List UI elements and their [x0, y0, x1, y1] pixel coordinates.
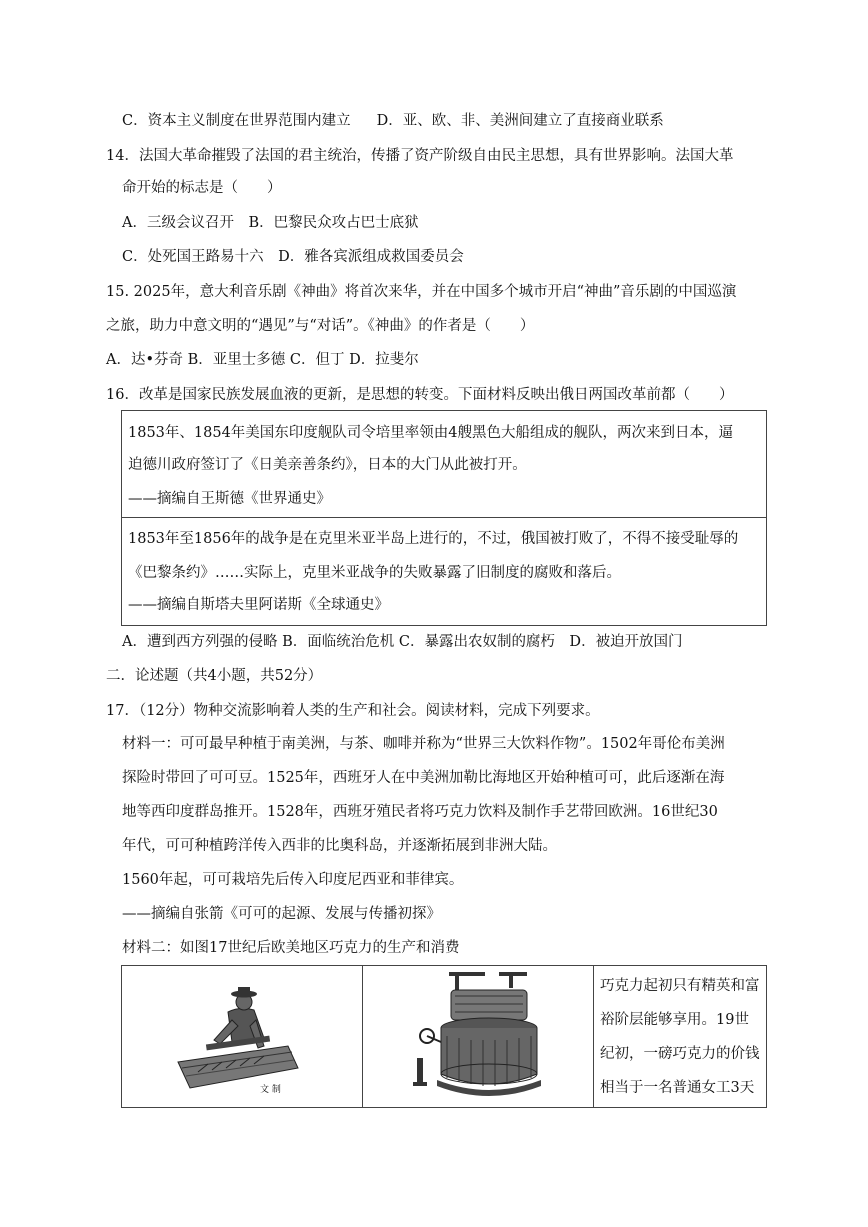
q16-material1-line1: 1853年、1854年美国东印度舰队司令培里率领由4艘黑色大船组成的舰队，两次来到日本，逼	[128, 425, 734, 441]
q13-option-d: D．亚、欧、非、美洲间建立了直接商业联系	[376, 113, 664, 129]
cell-text-line4: 相当于一名普通女工3天	[600, 1080, 755, 1096]
q17-material1-source: ——摘编自张箭《可可的起源、发展与传播初探》	[122, 906, 441, 922]
q14-options-ab: A．三级会议召开 B．巴黎民众攻占巴士底狱	[122, 215, 419, 231]
chocolate-maker-engraving	[168, 976, 318, 1096]
q17-material1-line2: 探险时带回了可可豆。1525年，西班牙人在中美洲加勒比海地区开始种植可可，此后逐渐在海	[122, 770, 725, 786]
q16-materials-box	[121, 410, 767, 626]
q16-material2-line1: 1853年至1856年的战争是在克里米亚半岛上进行的，不过，俄国被打败了，不得不接受耻辱的	[128, 531, 739, 547]
q17-material2-title: 材料二：如图17世纪后欧美地区巧克力的生产和消费	[122, 940, 460, 956]
q16-options: A．遭到西方列强的侵略 B．面临统治危机 C．暴露出农奴制的腐朽 D．被迫开放国门	[122, 634, 683, 650]
q16-material1-line2: 迫德川政府签订了《日美亲善条约》，日本的大门从此被打开。	[128, 457, 527, 473]
q16-material-divider	[122, 517, 766, 518]
cell-text-line2: 裕阶层能够享用。19世	[600, 1012, 749, 1028]
q16-stem: 16．改革是国家民族发展血液的更新，是思想的转变。下面材料反映出俄日两国改革前都（ ）	[106, 387, 734, 403]
q15-stem-line1: 15. 2025年，意大利音乐剧《神曲》将首次来华，并在中国多个城市开启“神曲”音乐剧的中国巡演	[106, 284, 737, 300]
q17-stem: 17．（12分）物种交流影响着人类的生产和社会。阅读材料，完成下列要求。	[106, 703, 600, 719]
q15-options: A．达•芬奇 B．亚里士多德 C．但丁 D．拉斐尔	[106, 352, 419, 368]
q17-material1-line5: 1560年起，可可栽培先后传入印度尼西亚和菲律宾。	[122, 872, 464, 888]
engraving-caption: 文 制	[260, 1085, 281, 1095]
q16-material2-line2: 《巴黎条约》……实际上，克里米亚战争的失败暴露了旧制度的腐败和落后。	[128, 565, 621, 581]
q17-material1-line3: 地等西印度群岛推开。1528年，西班牙殖民者将巧克力饮料及制作手艺带回欧洲。16世纪30	[122, 804, 718, 820]
cell-text-line3: 纪初，一磅巧克力的价钱	[600, 1046, 760, 1062]
q17-material1-line1: 材料一：可可最早种植于南美洲，与茶、咖啡并称为“世界三大饮料作物”。1502年哥伦布美洲	[122, 736, 725, 752]
section2-title: 二．论述题（共4小题，共52分）	[106, 668, 323, 684]
chocolate-machine-engraving	[411, 970, 561, 1100]
q13-options-cd	[122, 111, 664, 131]
q15-stem-line2: 之旅，助力中意文明的“遇见”与“对话”。《神曲》的作者是（ ）	[106, 318, 535, 334]
q14-options-cd: C．处死国王路易十六 D．雅各宾派组成救国委员会	[122, 249, 464, 265]
cell-text-line1: 巧克力起初只有精英和富	[600, 978, 760, 994]
q17-material1-line4: 年代，可可种植跨洋传入西非的比奥科岛，并逐渐拓展到非洲大陆。	[122, 838, 557, 854]
q14-stem-line1: 14．法国大革命摧毁了法国的君主统治，传播了资产阶级自由民主思想，具有世界影响。法国大革	[106, 148, 734, 164]
image-cell-chocolate-maker	[122, 966, 363, 1107]
image-cell-machine	[363, 966, 594, 1107]
q13-option-c: C．资本主义制度在世界范围内建立	[122, 113, 351, 129]
q16-material2-source: ——摘编自斯塔夫里阿诺斯《全球通史》	[128, 597, 389, 613]
q14-stem-line2: 命开始的标志是（ ）	[122, 180, 282, 196]
q17-material2-table	[121, 965, 767, 1108]
q16-material1-source: ——摘编自王斯德《世界通史》	[128, 491, 331, 507]
text-cell-chocolate-price	[594, 966, 766, 1107]
